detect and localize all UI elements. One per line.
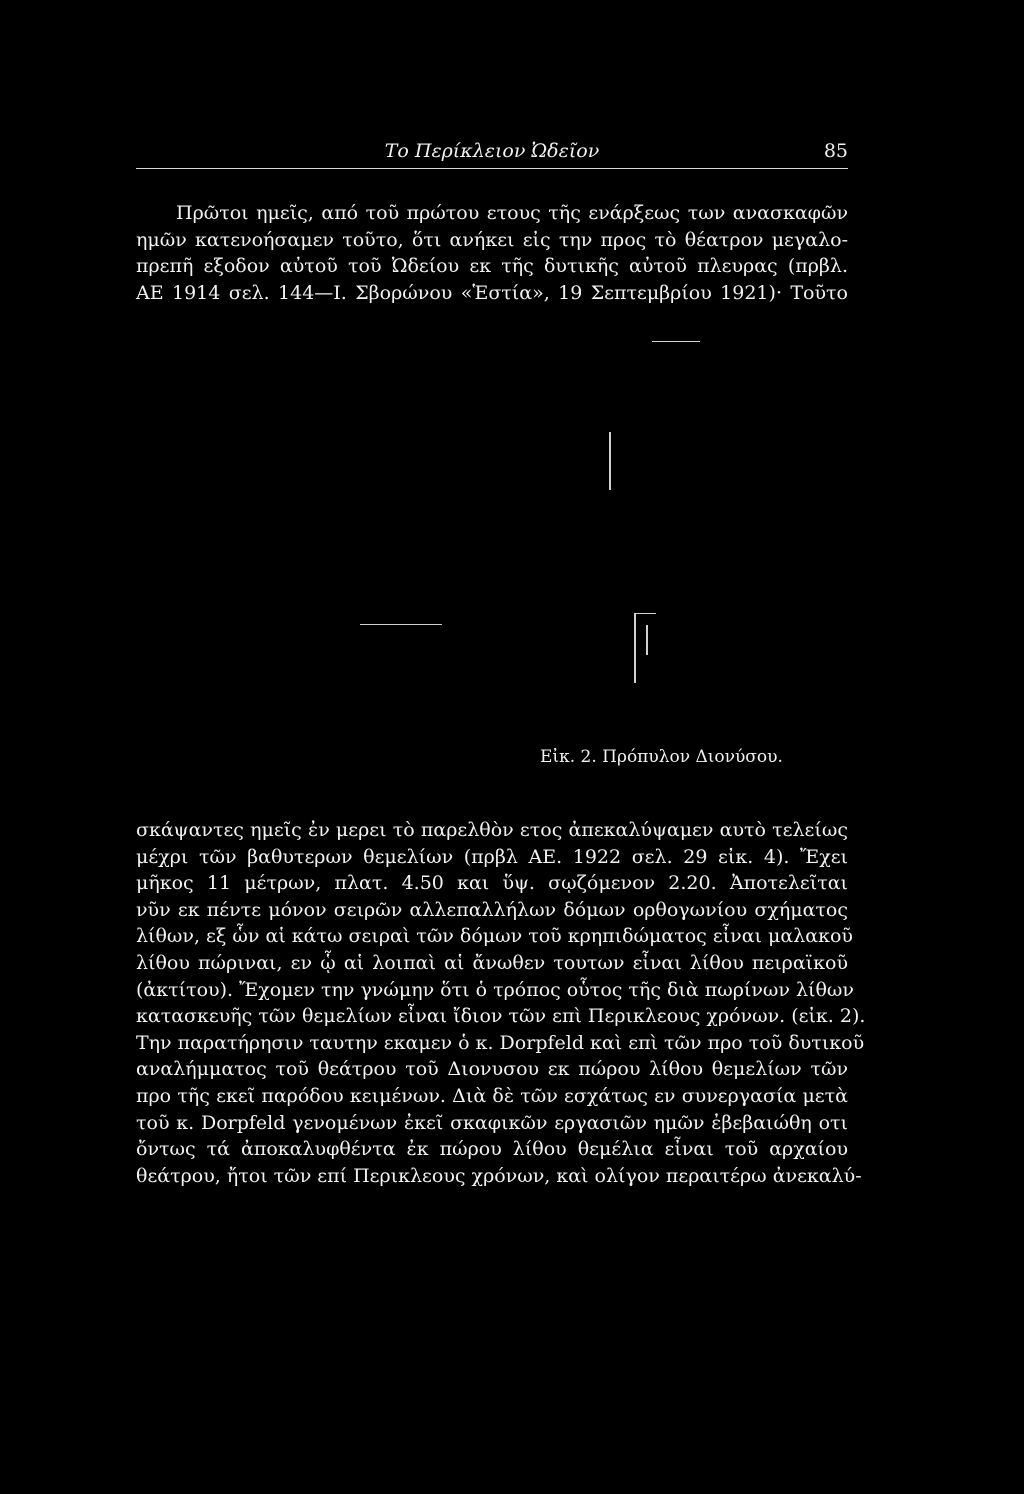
- running-header: [136, 134, 848, 164]
- text-line: μέχρι τῶν βαθυτερων θεμελίων (πρβλ ΑΕ. 1922 σελ. 29 εἰκ. 4). Ἔχει: [136, 845, 848, 868]
- figure-stroke: [360, 624, 442, 625]
- figure-stroke: [646, 625, 648, 655]
- text-line: (ἀκτίτου). Ἔχομεν την γνώμην ὅτι ὁ τρόπος οὗτος τῆς διὰ πωρίνων λίθων: [136, 978, 854, 1001]
- text-line: ὄντως τά ἀποκαλυφθέντα ἐκ πώρου λίθου θεμέλια εἶναι τοῦ αρχαίου: [136, 1138, 848, 1161]
- text-line: προ τῆς εκεῖ παρόδου κειμένων. Διὰ δὲ τῶν εσχάτως εν συνεργασία μετὰ: [136, 1084, 848, 1107]
- header-rule: [136, 168, 848, 169]
- text-line: λίθου πώριναι, εν ᾧ αἱ λοιπαὶ αἱ ἄνωθεν τουτων εἶναι λίθου πειραϊκοῦ: [136, 951, 848, 974]
- text-line: λίθων, εξ ὧν αἱ κάτω σειραὶ τῶν δόμων τοῦ κρηπιδώματος εἶναι μαλακοῦ: [136, 925, 853, 948]
- paragraph-1: [136, 200, 848, 306]
- figure-stroke: [609, 432, 611, 490]
- text-line: Την παρατήρησιν ταυτην εκαμεν ὁ κ. Dorpfeld καὶ επὶ τῶν προ τοῦ δυτικοῦ: [136, 1031, 865, 1054]
- text-line: πρεπῆ εξοδον αὐτοῦ τοῦ Ὠδείου εκ τῆς δυτικῆς αὐτοῦ πλευρας (πρβλ.: [136, 255, 848, 278]
- text-line: σκάψαντες ημεῖς ἐν μερει τὸ παρελθὸν ετος ἀπεκαλύψαμεν αυτὸ τελείως: [136, 819, 848, 841]
- text-line: θεάτρου, ἤτοι τῶν επί Περικλεους χρόνων, καὶ ολίγον περαιτέρω ἀνεκαλύ-: [136, 1164, 862, 1187]
- figure-2-propylon-drawing: [360, 335, 780, 735]
- text-line: μῆκος 11 μέτρων, πλατ. 4.50 και ὕψ. σῳζόμενον 2.20. Ἀποτελεῖται: [136, 872, 848, 895]
- figure-stroke: [652, 341, 700, 342]
- text-line: νῦν εκ πέντε μόνον σειρῶν αλλεπαλλήλων δόμων ορθογωνίου σχήματος: [136, 898, 848, 921]
- figure-stroke: [634, 613, 656, 614]
- paragraph-2: [136, 817, 866, 1189]
- text-line: κατασκευῆς τῶν θεμελίων εἶναι ἴδιον τῶν επὶ Περικλεους χρόνων. (εἰκ. 2).: [136, 1005, 866, 1028]
- running-title: Το Περίκλειον Ὠδεῖον: [384, 140, 600, 162]
- text-line: τοῦ κ. Dorpfeld γενομένων ἐκεῖ σκαφικῶν εργασιῶν ημῶν ἐβεβαιώθη οτι: [136, 1111, 848, 1134]
- page-number: 85: [823, 140, 848, 162]
- figure-caption: Εἰκ. 2. Πρόπυλον Διονύσου.: [540, 747, 783, 767]
- text-line: ΑΕ 1914 σελ. 144—Ι. Σβορώνου «Ἑστία», 19 Σεπτεμβρίου 1921)· Τοῦτο: [136, 281, 848, 304]
- text-line: ημῶν κατενοήσαμεν τοῦτο, ὅτι ανήκει εἰς την προς τὸ θέατρον μεγαλο-: [136, 228, 848, 251]
- figure-stroke: [634, 613, 636, 683]
- text-line: Πρῶτοι ημεῖς, από τοῦ πρώτου ετους τῆς ενάρξεως των ανασκαφῶν: [176, 202, 848, 224]
- text-line: αναλήμματος τοῦ θεάτρου τοῦ Διονυσου εκ πώρου λίθου θεμελίων τῶν: [136, 1058, 848, 1081]
